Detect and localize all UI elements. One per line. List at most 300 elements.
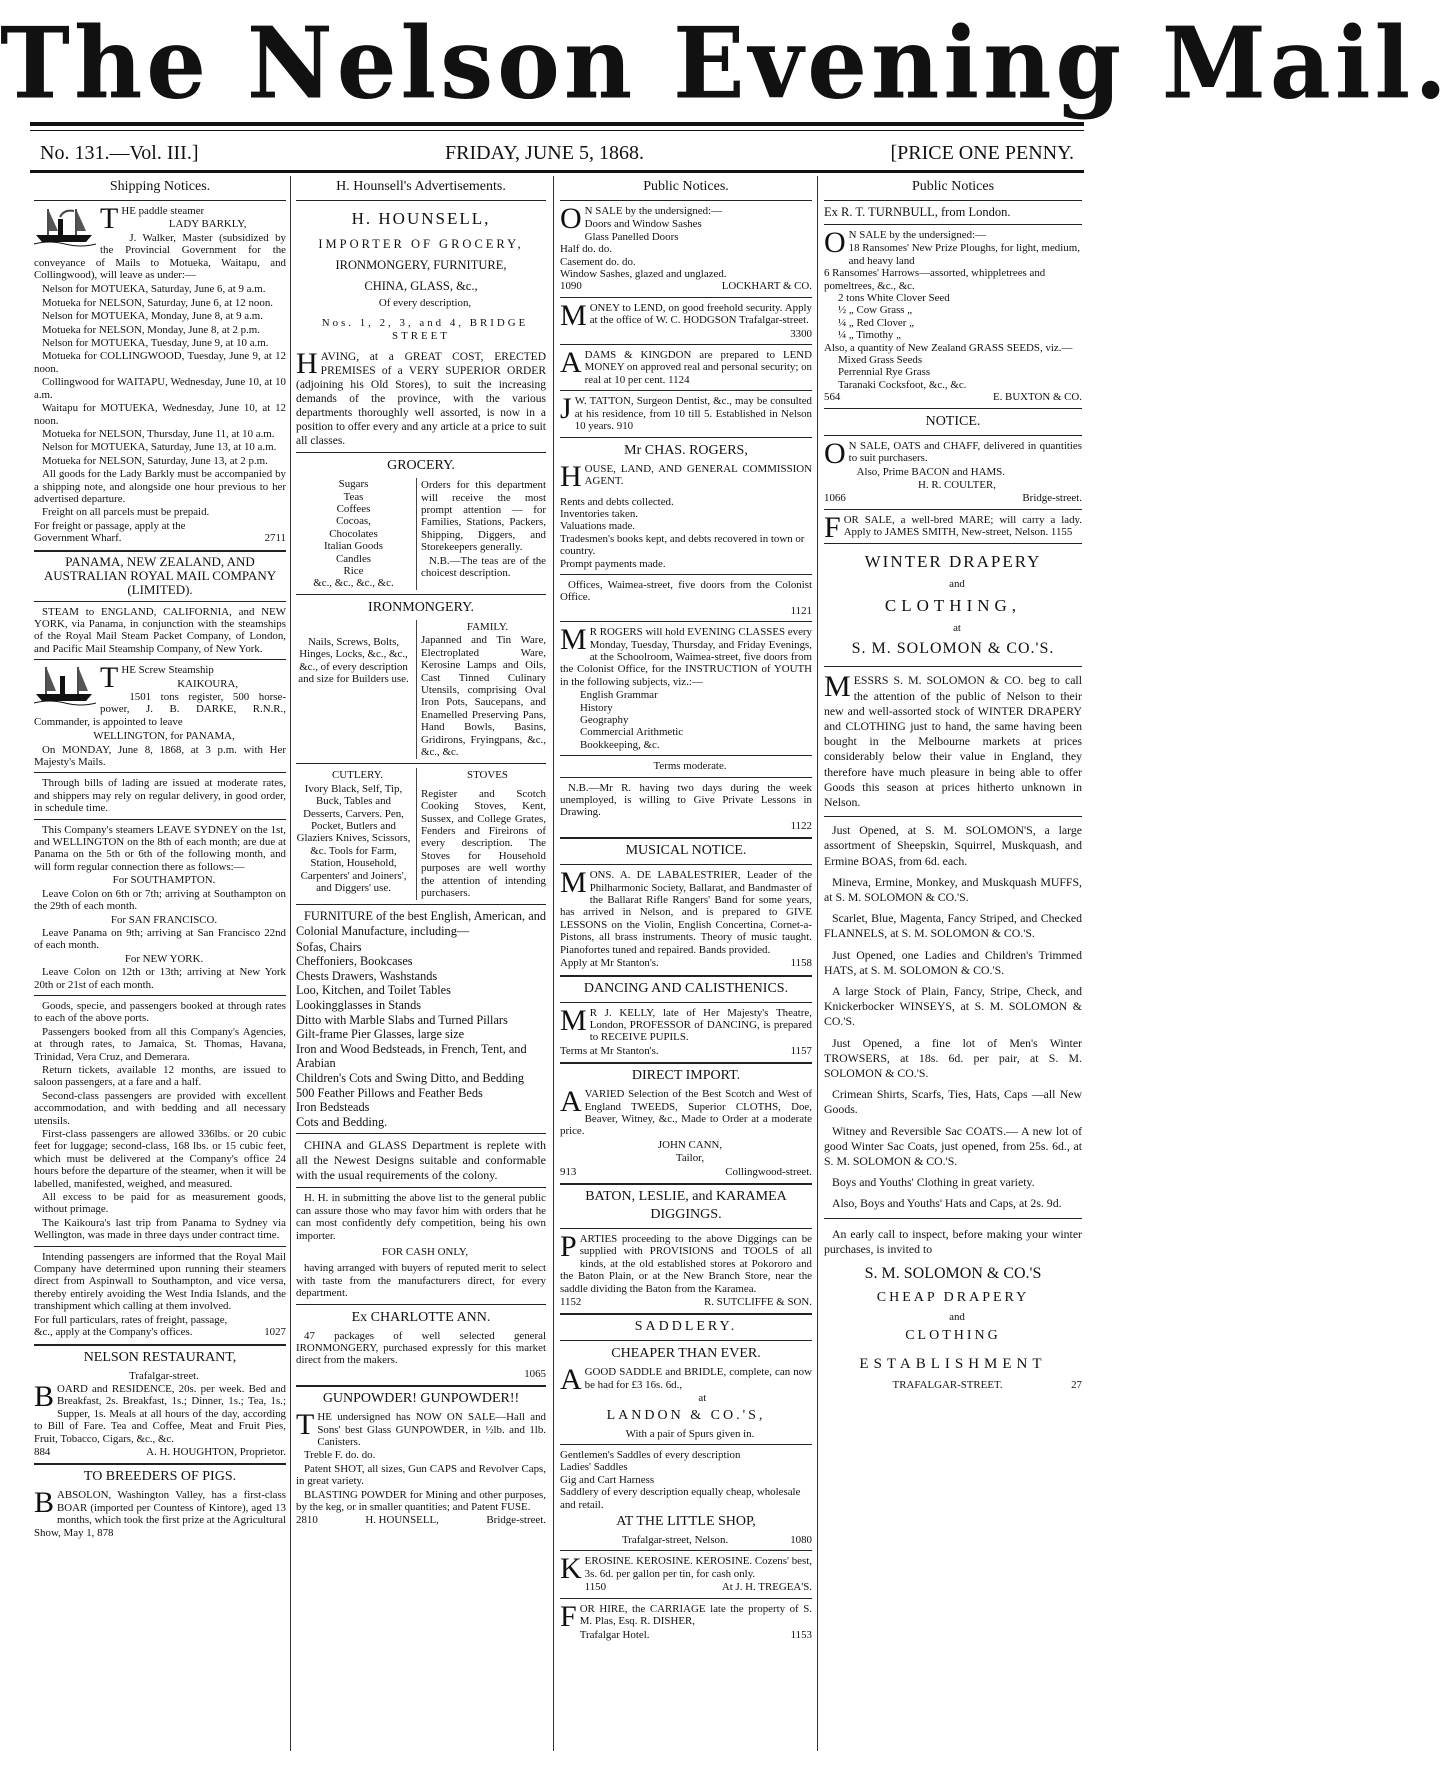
text-block: B — [34, 1379, 55, 1413]
divider — [560, 777, 812, 778]
text-block: Motueka for COLLINGWOOD, Tuesday, June 9, at 12 noon. — [34, 350, 286, 375]
column-rule — [817, 176, 818, 1751]
text-block: Lookingglasses in Stands — [296, 997, 422, 1012]
text-block: 913 — [560, 1165, 577, 1178]
text-block: Collingwood for WAITAPU, Wednesday, June 10, at 10 a.m. — [34, 376, 286, 401]
text-block: A — [560, 346, 582, 380]
issue-date: FRIDAY, JUNE 5, 1868. — [445, 141, 644, 164]
column-heading: Public Notices. — [643, 179, 729, 194]
text-block: at — [953, 621, 961, 634]
text-block: N.B.—The teas are of the choicest description. — [421, 554, 546, 580]
text-block: LOCKHART & CO. — [721, 280, 812, 293]
divider — [824, 224, 1082, 225]
text-block: Taranaki Cocksfoot, &c., &c. — [838, 378, 967, 391]
text-block: Nos. 1, 2, 3, and 4, BRIDGE STREET — [321, 317, 529, 342]
text-block: P — [560, 1229, 577, 1263]
divider — [34, 995, 286, 996]
divider — [560, 297, 812, 298]
text-block: HE paddle steamer — [121, 205, 205, 217]
text-block: Mr CHAS. ROGERS, — [624, 442, 748, 458]
text-block: O — [824, 436, 846, 470]
text-block: &c., &c., &c., &c. — [313, 577, 394, 590]
text-block: 1124 — [668, 373, 690, 386]
text-block: O — [560, 202, 582, 235]
text-block: An early call to inspect, before making your winter purchases, is invited to — [824, 1226, 1082, 1256]
text-block: Bridge-street. — [486, 1514, 546, 1527]
text-block: All excess to be paid for as measurement goods, without primage. — [34, 1191, 286, 1216]
divider — [560, 1550, 812, 1551]
text-block: Just Opened, a fine lot of Men's Winter TROWSERS, at 18s. 6d. per pair, at S. M. SOLOMON & CO.'S. — [824, 1035, 1082, 1081]
text-block: CLOTHING, — [884, 595, 1022, 615]
text-block: JOHN CANN, — [657, 1138, 723, 1151]
ad-lady-barkly — [34, 202, 286, 545]
text-block: Just Opened, at S. M. SOLOMON'S, a large assortment of Sheepskin, Squirrel, Muskquash, and Ermine BOAS, from 6d. each. — [824, 823, 1082, 868]
text-block: All goods for the Lady Barkly must be accompanied by a shipping note, and alongside one hour previous to her advertised departure. — [34, 468, 286, 505]
text-block: T — [296, 1408, 315, 1442]
text-block: HE Screw Steamship — [121, 664, 214, 677]
divider — [296, 594, 546, 595]
text-block: ESTABLISHMENT — [859, 1356, 1047, 1373]
text-block: ½ „ Cow Grass „ — [838, 304, 913, 317]
text-block: A large Stock of Plain, Fancy, Stripe, Check, and Knickerbocker WINSEYS, at S. M. SOLOMON & CO.'S. — [824, 984, 1082, 1029]
text-block: W. TATTON, Surgeon Dentist, &c., may be consulted at his residence, from 10 till 5. Established in Nelson 10 years. — [574, 395, 812, 433]
divider — [824, 666, 1082, 667]
column-rule — [553, 176, 554, 1751]
divider — [296, 452, 546, 453]
text-block: Mixed Grass Seeds — [838, 354, 923, 367]
text-block: 910 — [616, 420, 634, 433]
text-block: Trafalgar Hotel. — [579, 1628, 650, 1641]
column-heading: Public Notices — [911, 179, 995, 194]
divider — [34, 200, 286, 201]
text-block: Iron and Wood Bedsteads, in French, Tent, and Arabian — [296, 1041, 527, 1071]
column-hounsell — [296, 176, 546, 1756]
text-block: Orders for this department will receive the most prompt attention — for Families, Stations, Packers, Shipping, Diggers, and Storekeepers generally. — [421, 479, 546, 554]
masthead-rule-thin — [30, 130, 1084, 131]
text-block: T — [100, 202, 119, 235]
text-block: AT THE LITTLE SHOP, — [616, 1514, 756, 1530]
text-block: at — [698, 1392, 707, 1405]
text-block: Motueka for NELSON, Thursday, June 11, at 10 a.m. — [42, 427, 275, 440]
text-block: O — [824, 226, 846, 259]
text-block: For SAN FRANCISCO. — [110, 913, 218, 926]
divider — [296, 200, 546, 201]
divider — [824, 816, 1082, 817]
divider — [560, 1228, 812, 1229]
text-block: Of every description, — [378, 297, 472, 309]
text-block: Freight on all parcels must be prepaid. — [42, 506, 210, 519]
divider — [296, 763, 546, 764]
divider — [560, 1183, 812, 1185]
text-block: NELSON RESTAURANT, — [83, 1349, 237, 1365]
divider — [560, 975, 812, 977]
dateline — [40, 138, 1074, 168]
text-block: Nails, Screws, Bolts, Hinges, Locks, &c., &c., &c., of every description and size for Builders use. — [298, 635, 409, 686]
text-block: OR HIRE, the CARRIAGE late the property of S. M. Plas, Esq. R. DISHER, — [579, 1602, 812, 1628]
text-block: Bookkeeping, &c. — [580, 738, 660, 751]
text-block: Nelson for MOTUEKA, Saturday, June 13, at 10 a.m. — [42, 441, 277, 454]
text-block: Treble F. do. do. — [304, 1449, 376, 1462]
text-block: F — [824, 510, 841, 544]
text-block: Goods, specie, and passengers booked at through rates to each of the above ports. — [34, 999, 286, 1025]
text-block: Boys and Youths' Clothing in great variety. — [832, 1175, 1035, 1190]
text-block: Geography — [580, 714, 629, 726]
text-block: Patent SHOT, all sizes, Gun CAPS and Revolver Caps, in great variety. — [296, 1462, 546, 1488]
newspaper-title: The Nelson Evening Mail. — [0, 6, 1451, 122]
text-block: Scarlet, Blue, Magenta, Fancy Striped, and Checked FLANNELS, at S. M. SOLOMON & CO.'S. — [824, 911, 1082, 941]
ad-panama-mail — [34, 555, 286, 1339]
text-block: Trafalgar-street, Nelson. — [622, 1534, 729, 1547]
text-block: Waitapu for MOTUEKA, Wednesday, June 10, at 12 noon. — [34, 402, 286, 427]
text-block: For SOUTHAMPTON. — [112, 874, 216, 887]
text-block: Offices, Waimea-street, five doors from the Colonist Office. — [560, 578, 812, 604]
text-block: Glass Panelled Doors — [584, 230, 679, 243]
text-block: 1090 — [560, 280, 582, 293]
divider — [824, 435, 1082, 436]
text-block: Inventories taken. — [560, 507, 639, 520]
text-block: FOR CASH ONLY, — [381, 1245, 469, 1258]
divider — [34, 1463, 286, 1465]
divider — [824, 1218, 1082, 1219]
text-block: Nelson for MOTUEKA, Saturday, June 6, at 9 a.m. — [42, 283, 266, 296]
issue-number: No. 131.—Vol. III.] — [40, 141, 199, 164]
text-block: Half do. do. — [560, 243, 613, 256]
text-block: IMPORTER OF GROCERY, — [318, 237, 524, 251]
divider — [560, 437, 812, 438]
divider — [560, 1598, 812, 1599]
divider — [34, 550, 286, 552]
text-block: 27 — [1071, 1379, 1082, 1392]
text-block: H. HOUNSELL, — [365, 1514, 439, 1527]
text-block: SADDLERY. — [634, 1319, 738, 1335]
text-block: Also, Boys and Youths' Hats and Caps, at 2s. 9d. — [832, 1196, 1062, 1211]
text-block: HE undersigned has NOW ON SALE—Hall and Sons' best Glass GUNPOWDER, in ½lb. and 1lb. Canisters. — [317, 1411, 546, 1448]
text-block: Iron Bedsteads — [296, 1100, 370, 1115]
text-block: Cots and Bedding. — [296, 1114, 388, 1129]
text-block: IRONMONGERY. — [368, 599, 474, 615]
divider — [296, 1187, 546, 1188]
divider — [824, 543, 1082, 544]
text-block: 6 Ransomes' Harrows—assorted, whippletrees and pomeltrees, &c., &c. — [824, 267, 1046, 292]
text-block: ¼ „ Timothy „ — [838, 329, 901, 342]
text-block: For full particulars, rates of freight, passage, &c., apply at the Company's offices. — [34, 1313, 228, 1339]
text-block: Sugars — [338, 478, 369, 491]
text-block: 2711 — [264, 532, 286, 545]
divider — [296, 1304, 546, 1305]
text-block: 884 — [34, 1445, 51, 1458]
text-block: KAIKOURA, — [177, 677, 239, 690]
text-block: Leave Colon on 12th or 13th; arriving at New York 20th or 21st of each month. — [34, 966, 286, 991]
text-block: H — [296, 347, 318, 381]
text-block: J — [560, 392, 572, 426]
text-block: Saddlery of every description equally cheap, wholesale and retail. — [560, 1486, 801, 1511]
text-block: Casement do. do. — [560, 255, 636, 268]
text-block: 2 tons White Clover Seed — [838, 292, 950, 305]
column-heading: Shipping Notices. — [109, 179, 211, 194]
divider — [296, 904, 546, 905]
text-block: Passengers booked from all this Company's Agencies, at through rates, to Jamaica, St. Thomas, Havana, Trinidad, Vera Cruz, and Demerara. — [34, 1025, 286, 1063]
text-block: Intending passengers are informed that the Royal Mail Company have determined upon running their steamers direct from Aspinwall to Southampton, and vice versa, thereby entirely avoiding the West India Islands, and the transhipment which calling at them involved. — [34, 1250, 286, 1313]
text-block: Tailor, — [675, 1152, 705, 1165]
text-block: CLOTHING — [905, 1328, 1001, 1344]
text-block: H. H. in submitting the above list to the general public can assure those who may favor him with orders that he can most confidently defy competition, being his own importer. — [296, 1192, 546, 1242]
text-block: M — [560, 298, 587, 332]
text-block: and — [949, 1311, 965, 1324]
text-block: DAMS & KINGDON are prepared to LEND MONEY on approved real and personal security; on real at 10 per cent. — [584, 349, 812, 386]
text-block: CUTLERY. — [332, 769, 383, 782]
text-block: Italian Goods — [324, 540, 383, 553]
text-block: 1157 — [790, 1044, 812, 1057]
text-block: R ROGERS will hold EVENING CLASSES every Monday, Tuesday, Thursday, and Friday Evenings, at the Schoolroom, Waimea-street, five doors from the Colonist Office, for the INSTRUCTION of YOUTH in the following subjects, viz.:— — [560, 626, 812, 688]
divider — [296, 1133, 546, 1134]
text-block: The Kaikoura's last trip from Panama to Sydney via Wellington, was made in three days under contract time. — [34, 1216, 286, 1242]
text-block: Bridge-street. — [1022, 492, 1082, 505]
text-block: Leave Panama on 9th; arriving at San Francisco 22nd of each month. — [34, 926, 286, 952]
text-block: Just Opened, one Ladies and Children's Trimmed HATS, at S. M. SOLOMON & CO.'S. — [824, 947, 1082, 977]
column-heading: H. Hounsell's Advertisements. — [336, 179, 506, 194]
text-block: MUSICAL NOTICE. — [625, 843, 747, 859]
ad-nelson-restaurant — [34, 1349, 286, 1459]
text-block: OUSE, LAND, AND GENERAL COMMISSION AGENT. — [584, 462, 812, 487]
text-block: N SALE, OATS and CHAFF, delivered in quantities to suit purchasers. — [848, 439, 1082, 465]
divider — [560, 621, 812, 622]
text-block: 1152 — [560, 1296, 582, 1308]
text-block: A — [560, 1363, 582, 1397]
text-block: Terms at Mr Stanton's. — [560, 1044, 659, 1057]
text-block: Collingwood-street. — [725, 1165, 812, 1178]
text-block: 1027 — [264, 1326, 286, 1339]
text-block: English Grammar — [580, 689, 658, 702]
column-rule — [290, 176, 291, 1751]
divider — [34, 659, 286, 660]
text-block: S. M. SOLOMON & CO.'S — [864, 1265, 1042, 1283]
text-block: Rents and debts collected. — [560, 495, 674, 508]
text-block: Chests Drawers, Washstands — [296, 968, 438, 983]
divider — [560, 837, 812, 839]
text-block: History — [580, 701, 613, 714]
text-block: Register and Scotch Cooking Stoves, Kent, Sussex, and College Grates, Fenders and Fireirons of every description. The Stoves for Household purposes are well worthy the attention of intending purchasers. — [421, 787, 546, 899]
text-block: Ex CHARLOTTE ANN. — [351, 1309, 491, 1325]
text-block: and — [949, 577, 965, 590]
text-block: 2810 — [296, 1514, 318, 1527]
text-block: Terms moderate. — [653, 760, 727, 773]
column-public-notices — [560, 176, 812, 1756]
divider — [560, 1444, 812, 1445]
column-solomon — [824, 176, 1082, 1756]
text-block: 18 Ransomes' New Prize Ploughs, for light, medium, and heavy land — [848, 242, 1080, 267]
text-block: Second-class passengers are provided with excellent accommodation, and with bedding and all necessary utensils. — [34, 1089, 286, 1127]
text-block: A. H. HOUGHTON, Proprietor. — [146, 1445, 286, 1458]
text-block: ¼ „ Red Clover „ — [838, 316, 914, 329]
text-block: Perrennial Rye Grass — [838, 366, 931, 379]
text-block: Chocolates — [329, 527, 378, 540]
text-block: 1066 — [824, 492, 846, 505]
text-block: Loo, Kitchen, and Toilet Tables — [296, 983, 451, 998]
text-block: K — [560, 1552, 582, 1586]
text-block: 3300 — [790, 327, 812, 340]
text-block: H. HOUNSELL, — [351, 209, 491, 228]
divider — [560, 1340, 812, 1341]
text-block: 878 — [97, 1526, 114, 1539]
text-block: Nelson for MOTUEKA, Tuesday, June 9, at 10 a.m. — [42, 337, 269, 350]
text-block: ONEY to LEND, on good freehold security. Apply at the office of W. C. HODGSON Trafalgar-street. — [589, 301, 812, 327]
text-block: Motueka for NELSON, Saturday, June 13, at 2 p.m. — [42, 454, 268, 467]
text-block: OARD and RESIDENCE, 20s. per week. Bed and Breakfast, 2s. Breakfast, 1s.; Dinner, 1s.; Tea, 1s.; Supper, 1s. Meals at all hours of the day, according to Bill of Fare. Tea and Coffee, Meat and Fruit Pies, Fruit, Tobacco, Cigars, &c., &c. — [34, 1382, 286, 1445]
text-block: Motueka for NELSON, Saturday, June 6, at 12 noon. — [42, 296, 273, 309]
divider — [560, 344, 812, 345]
text-block: NOTICE. — [925, 413, 981, 429]
text-block: having arranged with buyers of reputed merit to select with taste from the manufacturers direct, for every department. — [296, 1262, 546, 1300]
masthead — [0, 6, 1451, 122]
text-block: H — [560, 459, 582, 493]
text-block: ARTIES proceeding to the above Diggings can be supplied with PROVISIONS and TOOLS of all kinds, at the old established stores at Pokororo and the Baton Plain, or at the New Branch Store, near the saddle dividing the Baton from the Karamea. — [560, 1232, 812, 1295]
text-block: N.B.—Mr R. having two days during the week unemployed, is willing to Give Private Lessons in Drawing. — [560, 781, 812, 819]
text-block: CHINA, GLASS, &c., — [364, 279, 478, 293]
text-block: 47 packages of well selected general IRONMONGERY, purchased expressly for this market direct from the makers. — [296, 1329, 546, 1367]
text-block: Valuations made. — [560, 520, 636, 533]
text-block: Doors and Window Sashes — [584, 218, 702, 231]
masthead-rule — [30, 122, 1084, 126]
divider — [34, 1246, 286, 1247]
text-block: AVING, at a GREAT COST, ERECTED PREMISES of a VERY SUPERIOR ORDER (adjoining his Old Stores), to suit the increasing demands of the province, with the various departments thoroughly well assorted, is now in a position to offer every and any article at a price to suit all classes. — [296, 351, 546, 448]
text-block: CHINA and GLASS Department is replete with all the Newest Designs suitable and conformable with the usual requirements of the colony. — [296, 1138, 546, 1183]
text-block: Ditto with Marble Slabs and Turned Pillars — [296, 1012, 508, 1027]
text-block: GUNPOWDER! GUNPOWDER!! — [322, 1391, 520, 1407]
text-block: Candles — [335, 552, 372, 565]
text-block: Nelson for MOTUEKA, Monday, June 8, at 9 a.m. — [42, 310, 264, 323]
text-block: 1121 — [790, 604, 812, 617]
text-block: Teas — [343, 490, 364, 503]
dateline-rule — [30, 170, 1084, 173]
text-block: CHEAPER THAN EVER. — [611, 1346, 761, 1362]
text-block: Also, Prime BACON and HAMS. — [856, 465, 1005, 478]
ship-name: LADY BARKLY, — [168, 218, 247, 231]
text-block: GROCERY. — [387, 458, 455, 474]
text-block: BATON, LESLIE, and KARAMEA DIGGINGS. — [585, 1188, 787, 1222]
text-block: At J. H. TREGEA'S. — [721, 1581, 812, 1594]
divider — [560, 1062, 812, 1064]
text-block: For freight or passage, apply at the Government Wharf. — [34, 519, 186, 545]
text-block: Ivory Black, Self, Tip, Buck, Tables and Desserts, Carvers. Pen, Pocket, Butlers and Glaziers Knives, Scissors, &c. Tools for Farm, Station, Household, Carpenters' and Joiners', and Diggers' use. — [296, 782, 411, 894]
steamship-icon — [34, 205, 96, 245]
issue-price: [PRICE ONE PENNY. — [890, 141, 1074, 164]
text-block: ONS. A. DE LABALESTRIER, Leader of the Philharmonic Society, Ballarat, and Bandmaster of the Ballarat Rifle Rangers' Band for some years, has arrived in Nelson, and is prepared to GIVE LESSONS on the Violin, English Concertina, Cornet-a-Pistons, all brass instruments. Theory of music taught. Pianofortes tuned and repaired. Bands provided. — [560, 869, 812, 956]
text-block: Coffees — [336, 503, 371, 516]
text-block: Apply at Mr Stanton's. — [560, 957, 659, 970]
text-block: 1065 — [524, 1367, 546, 1380]
text-block: STEAM to ENGLAND, CALIFORNIA, and NEW YORK, via Panama, in conjunction with the steamships of the Royal Mail Steam Packet Company, of London, and Pacific Mail Steamship Company, of New York. — [34, 605, 286, 655]
text-block: 564 — [824, 391, 841, 404]
text-block: Children's Cots and Swing Ditto, and Bedding — [296, 1070, 524, 1085]
divider — [34, 601, 286, 602]
text-block: Motueka for NELSON, Monday, June 8, at 2 p.m. — [42, 323, 260, 336]
steamship-icon — [34, 664, 96, 704]
text-block: GOOD SADDLE and BRIDLE, complete, can now be had for £3 16s. 6d., — [584, 1366, 812, 1391]
text-block: Prompt payments made. — [560, 557, 666, 570]
text-block: R. SUTCLIFFE & SON. — [703, 1296, 812, 1308]
text-block: PANAMA, NEW ZEALAND, AND AUSTRALIAN ROYAL MAIL COMPANY (LIMITED). — [43, 553, 277, 597]
text-block: On MONDAY, June 8, 1868, at 3 p.m. with Her Majesty's Mails. — [34, 743, 286, 769]
text-block: IRONMONGERY, FURNITURE, — [335, 258, 507, 272]
text-block: 1155 — [1050, 526, 1073, 539]
text-block: M — [824, 670, 851, 704]
text-block: WINTER DRAPERY — [864, 551, 1042, 571]
text-block: This Company's steamers LEAVE SYDNEY on the 1st, and WELLINGTON on the 8th of each month; are due at Panama on the 5th or 6th of the following month, and will form regular connection there as follows:— — [34, 823, 286, 873]
text-block: CHEAP DRAPERY — [876, 1290, 1030, 1306]
text-block: M — [560, 1003, 587, 1037]
text-block: 1122 — [790, 819, 812, 832]
text-block: LANDON & CO.'S, — [606, 1407, 766, 1423]
text-block: FAMILY. — [466, 620, 509, 633]
text-block: 1080 — [790, 1534, 812, 1547]
text-block: STOVES — [467, 769, 508, 782]
divider — [296, 1385, 546, 1387]
text-block: TO BREEDERS OF PIGS. — [83, 1469, 237, 1485]
text-block: DIRECT IMPORT. — [631, 1068, 741, 1084]
text-block: E. BUXTON & CO. — [992, 391, 1082, 404]
text-block: N SALE by the undersigned:— — [848, 229, 986, 241]
text-block: Gig and Cart Harness — [560, 1473, 655, 1486]
text-block: Sofas, Chairs — [296, 939, 362, 954]
text-block: Trafalgar-street. — [129, 1369, 199, 1382]
text-block: Ex R. T. TURNBULL, from London. — [824, 205, 1011, 219]
text-block: J. Walker, Master (subsidized by the Provincial Government for the conveyance of Mails to Motueka, Waitapu, and Collingwood), will leave as under:— — [34, 231, 286, 282]
divider — [824, 509, 1082, 510]
divider — [560, 1313, 812, 1315]
text-block: Leave Colon on 6th or 7th; arriving at Southampton on the 29th of each month. — [34, 887, 286, 913]
text-block: Mineva, Ermine, Monkey, and Muskquash MUFFS, at S. M. SOLOMON & CO.'S. — [824, 874, 1082, 904]
text-block: Crimean Shirts, Scarfs, Ties, Hats, Caps —all New Goods. — [824, 1087, 1082, 1117]
text-block: EROSINE. KEROSINE. KEROSINE. Cozens' best, 3s. 6d. per gallon per tin, for cash only. — [584, 1555, 812, 1580]
text-block: ESSRS S. M. SOLOMON & CO. beg to call the attention of the public of Nelson to their new and well-assorted stock of WINTER DRAPERY and CLOTHING just to hand, the same having been bought in the Melbourne markets at prices considerably below their value in England, they therefore have much pleasure in being able to offer Goods this season at prices hitherto unknown in Nelson. — [824, 673, 1082, 809]
text-block: Return tickets, available 12 months, are issued to saloon passengers, at a fare and a half. — [34, 1063, 286, 1089]
text-block: Gilt-frame Pier Glasses, large size — [296, 1027, 465, 1042]
text-block: With a pair of Spurs given in. — [625, 1427, 755, 1440]
text-block: Ladies' Saddles — [560, 1461, 628, 1474]
text-block: FURNITURE of the best English, American, and Colonial Manufacture, including— — [296, 909, 546, 938]
text-block: TRAFALGAR-STREET. — [892, 1379, 1003, 1392]
divider — [560, 755, 812, 756]
text-block: 1150 — [584, 1581, 607, 1594]
divider — [34, 1344, 286, 1346]
text-block: B — [34, 1486, 55, 1520]
divider — [560, 574, 812, 575]
divider — [824, 200, 1082, 201]
text-block: WELLINGTON, for PANAMA, — [93, 730, 235, 743]
divider — [34, 819, 286, 820]
divider — [560, 390, 812, 391]
divider — [560, 1002, 812, 1003]
text-block: VARIED Selection of the Best Scotch and West of England TWEEDS, Superior CLOTHS, Doe, Beaver, Witney, &c., Made to Order at a moderate price. — [560, 1088, 812, 1138]
text-block: Rice — [343, 565, 364, 578]
text-block: N SALE by the undersigned:— — [584, 205, 722, 217]
text-block: First-class passengers are allowed 336lbs. or 20 cubic feet for luggage; second-class, 168 lbs. or 15 cubic feet, which must be delivered at the Company's office 24 hours before the departure of the steamer, when it will be labelled, manifested, weighed, and measured. — [34, 1128, 286, 1190]
text-block: Window Sashes, glazed and unglazed. — [560, 268, 727, 281]
text-block: OR SALE, a well-bred MARE; will carry a lady. Apply to JAMES SMITH, New-street, Nelson. — [843, 513, 1082, 539]
divider — [824, 408, 1082, 409]
text-block: A — [560, 1085, 582, 1119]
text-block: DANCING AND CALISTHENICS. — [583, 980, 789, 996]
text-block: 500 Feather Pillows and Feather Beds — [296, 1085, 483, 1100]
text-block: Through bills of lading are issued at moderate rates, and shippers may rely on regular delivery, in good order, in schedule time. — [34, 777, 286, 815]
text-block: Cocoas, — [336, 515, 371, 528]
text-block: Tradesmen's books kept, and debts recovered in town or country. — [560, 532, 805, 558]
text-block: M — [560, 866, 587, 900]
text-block: Witney and Reversible Sac COATS.— A new lot of good Winter Sac Coats, just opened, from 25s. 6d., at S. M. SOLOMON & CO.'S. — [824, 1123, 1082, 1169]
text-block: Commercial Arithmetic — [580, 726, 684, 739]
divider — [560, 200, 812, 201]
divider — [34, 772, 286, 773]
